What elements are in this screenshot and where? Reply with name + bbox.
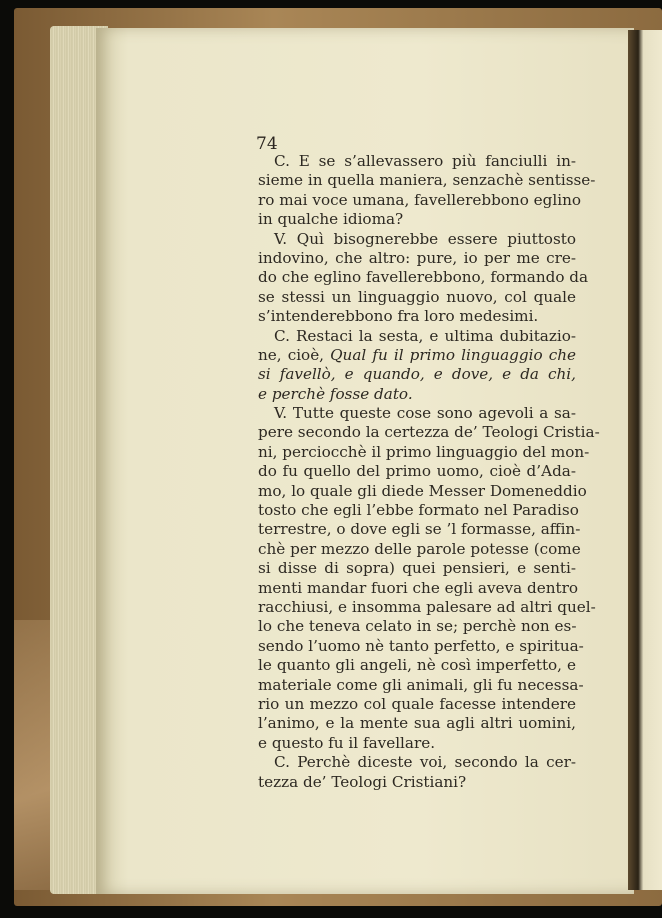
text-line [258,559,576,578]
text-line-main: s’intenderebbono fra loro medesimi. [258,307,539,326]
text-line-main: V. Quì bisognerebbe essere piuttosto [274,229,576,248]
text-line [258,190,582,210]
text-line [258,501,579,520]
text-line-main: do fu quello del primo uomo, cioè d’Ada- [258,462,576,481]
text-line [258,597,596,617]
text-line [258,171,596,190]
text-line-main: pere secondo la certezza de’ Teologi Cristia- [258,423,600,442]
text-line [258,520,581,539]
text-line [258,346,576,365]
text-line-main: menti mandar fuori che egli aveva dentro [258,578,578,597]
text-line [258,423,600,442]
text-line [258,617,576,636]
text-line [258,539,581,559]
text-line [258,404,576,423]
text-line-main: chè per mezzo delle parole potesse (come [258,539,581,558]
text-line [258,152,576,171]
book-gutter [628,30,662,890]
text-line [258,714,576,733]
text-line-main: indovino, che altro: pure, io per me cre- [258,248,576,267]
text-line-main: racchiusi, e insomma palesare ad altri quel- [258,597,596,616]
text-line-main: mo, lo quale gli diede Messer Domeneddio [258,481,587,500]
text-line [258,636,584,656]
text-line [258,481,587,501]
text-line-main: in qualche idioma? [258,210,404,229]
text-line-main: lo che teneva celato in se; perchè non es- [258,617,577,636]
text-line [258,288,576,307]
text-line-main: e perchè fosse dato. [258,384,413,403]
text-line [258,365,576,384]
text-line-italic: Qual fu il primo linguaggio che [324,345,576,364]
text-line-main: se stessi un linguaggio nuovo, col quale [258,287,576,306]
text-line [258,385,576,404]
text-line [258,462,576,481]
text-line [258,773,576,792]
text-line [258,327,576,346]
text-line-main: ne, cioè, [258,345,325,364]
text-line-main: ro mai voce umana, favellerebbono eglino [258,190,582,209]
text-line-main: l’animo, e la mente sua agli altri uomini, [258,714,576,733]
text-line-main: materiale come gli animali, gli fu necessa- [258,675,584,694]
text-line [258,210,576,229]
text-line [258,230,576,249]
text-line-main: sendo l’uomo nè tanto perfetto, e spiritua- [258,636,584,655]
text-line-main: V. Tutte queste cose sono agevoli a sa- [274,404,576,423]
text-line [258,249,576,268]
text-line-main: tosto che egli l’ebbe formato nel Paradiso [258,501,579,520]
text-line-main: C. Perchè diceste voi, secondo la cer- [274,753,576,772]
text-line-main: le quanto gli angeli, nè così imperfetto, e [258,656,576,675]
text-line-main: C. E se s’allevassero più fanciulli in- [274,152,576,170]
text-line-main: C. Restaci la sesta, e ultima dubitazio- [274,326,576,345]
text-line [258,734,576,753]
text-line-main: ni, perciocchè il primo linguaggio del mon- [258,442,590,461]
text-line-main: si favellò, e quando, e dove, e da chi, [258,365,576,384]
text-line [258,307,576,326]
page-number: 74 [256,134,278,154]
text-line-main: rio un mezzo col quale facesse intendere [258,694,576,713]
text-line [258,656,576,675]
text-line [258,675,584,695]
text-line-main: sieme in quella maniera, senzachè sentisse- [258,171,596,190]
text-line [258,579,576,598]
text-line-main: e questo fu il favellare. [258,733,436,752]
text-line [258,753,576,772]
text-line-main: terrestre, o dove egli se ’l formasse, affin- [258,520,581,539]
text-line [258,695,576,714]
body-text [258,152,600,792]
text-line [258,442,590,462]
text-line [258,268,589,287]
text-line-main: si disse di sopra) quei pensieri, e senti- [258,559,576,578]
text-line-main: do che eglino favellerebbono, formando da [258,268,589,287]
text-line-main: tezza de’ Teologi Cristiani? [258,772,467,791]
